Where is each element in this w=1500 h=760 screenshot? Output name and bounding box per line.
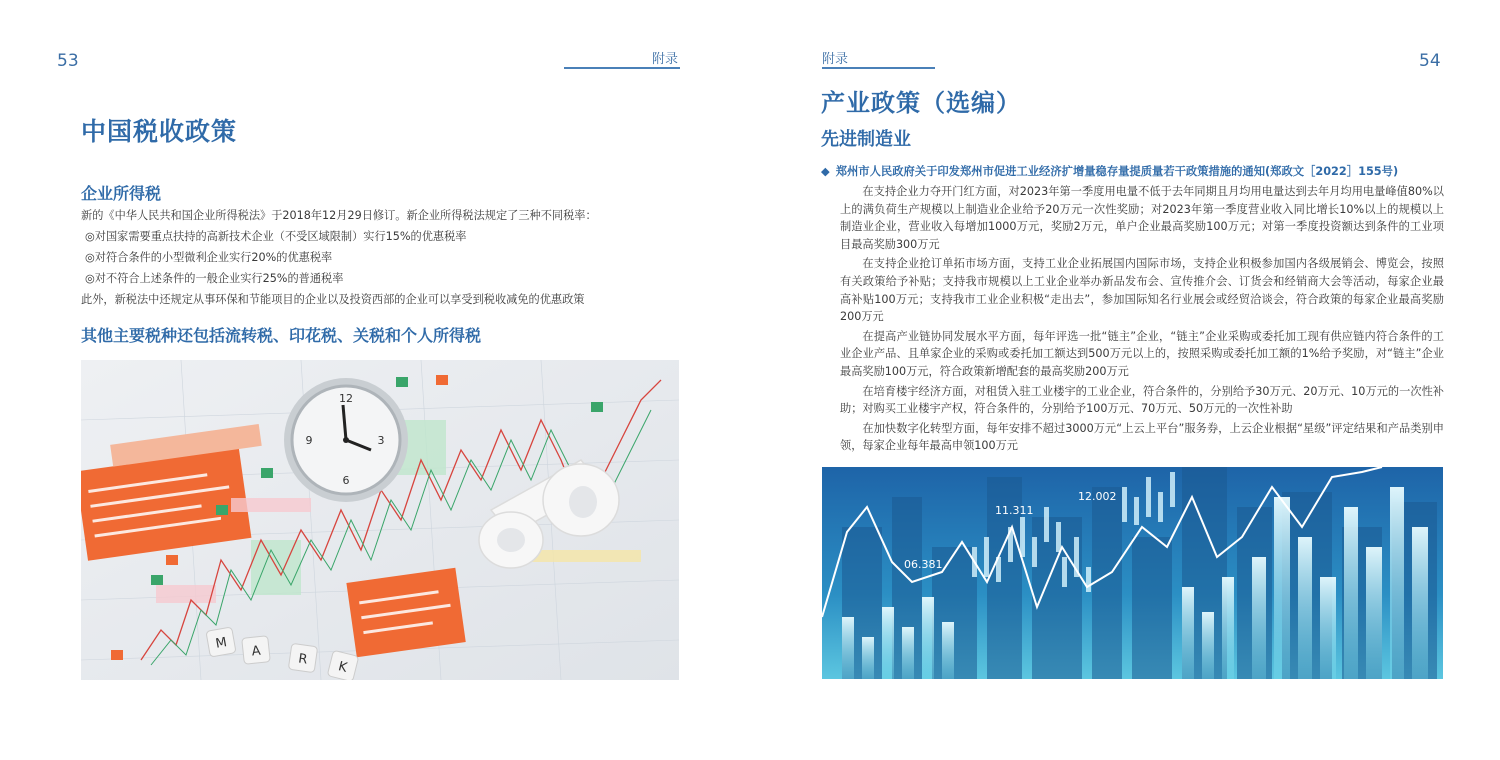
tax-bullet: ◎对符合条件的小型微利企业实行20%的优惠税率 — [85, 251, 333, 264]
diamond-bullet-icon: ◆ — [821, 165, 830, 178]
policy-paragraph: 在提高产业链协同发展水平方面，每年评选一批“链主”企业，“链主”企业采购或委托加工现有供应链内符合条件的工业企业产品、且单家企业的采购或委托加工额达到500万元以上的，按照采购或委托加工额的1%给予奖励，对“链主”企业最高奖励100万元，符合政策新增配套的最高奖励200万元 — [840, 329, 1444, 378]
svg-text:9: 9 — [305, 434, 313, 447]
tax-bullet: ◎对国家需要重点扶持的高新技术企业（不受区域限制）实行15%的优惠税率 — [85, 230, 467, 243]
policy-paragraph: 在培育楼宇经济方面，对租赁入驻工业楼宇的工业企业，符合条件的，分别给予30万元、20万元、10万元的一次性补助；对购买工业楼宇产权，符合条件的，分别给予100万元、70万元、50万元的一次性补助 — [840, 384, 1444, 416]
tax-body — [81, 205, 681, 310]
policy-paragraph: 在加快数字化转型方面，每年安排不超过3000万元“上云上平台”服务券，上云企业根据“星级”评定结果和产品类别申领，每家企业每年最高申领100万元 — [840, 421, 1444, 453]
tax-bullet: ◎对不符合上述条件的一般企业实行25%的普通税率 — [85, 272, 344, 285]
policy-paragraph: 在支持企业力夺开门红方面，对2023年第一季度用电量不低于去年同期且月均用电量达到去年月均用电量峰值80%以上的满负荷生产规模以上制造业企业给予20万元一次性奖励；对2023年第一季度营业收入同比增长10%以上的规模以上制造业企业，营业收入每增加1000万元，奖励2万元，单户企业最高奖励100万元；对第一季度投资额达到条件的工业项目最高奖励300万元 — [840, 185, 1444, 251]
svg-text:12: 12 — [339, 392, 353, 405]
policy-paragraph: 在支持企业抢订单拓市场方面，支持工业企业拓展国内国际市场，支持企业积极参加国内各级展销会、博览会，按照有关政策给予补贴；支持我市规模以上工业企业举办新品发布会、宣传推介会、订货会和经销商大会等活动，每家企业最高补贴100万元；支持我市工业企业积极“走出去”，参加国际知名行业展会或经贸洽谈会，符合政策的每家企业最高奖励200万元 — [840, 257, 1444, 324]
stock-chart-clock-photo — [81, 360, 679, 680]
letter-block: M — [214, 635, 229, 652]
right-section-label: 附录 — [822, 52, 849, 67]
page-title: 中国税收政策 — [81, 117, 238, 146]
chart-value-label: 06.381 — [904, 558, 943, 571]
city-finance-illustration — [822, 467, 1443, 679]
industrial-policy-title: 产业政策（选编） — [821, 89, 1021, 117]
city-finance-chart-photo — [822, 467, 1443, 679]
policy-notice-line — [821, 160, 1451, 179]
policy-notice-title: 郑州市人民政府关于印发郑州市促进工业经济扩增量稳存量提质量若干政策措施的通知(郑政文［2022］155号) — [835, 165, 1399, 178]
right-header-rule — [822, 67, 935, 69]
tax-intro: 新的《中华人民共和国企业所得税法》于2018年12月29日修订。新企业所得税法规定了三种不同税率： — [81, 209, 597, 222]
letter-block: R — [297, 651, 309, 668]
stock-chart-illustration — [81, 360, 679, 680]
policy-paragraphs — [840, 183, 1444, 457]
left-section-label: 附录 — [652, 52, 679, 67]
subtitle-corporate-tax: 企业所得税 — [81, 184, 162, 203]
svg-text:3: 3 — [377, 434, 385, 447]
subtitle-advanced-manufacturing: 先进制造业 — [821, 129, 911, 150]
tax-closing: 此外，新税法中还规定从事环保和节能项目的企业以及投资西部的企业可以享受到税收减免的优惠政策 — [81, 293, 585, 306]
left-page-number: 53 — [57, 51, 79, 71]
left-header-rule — [564, 67, 680, 69]
subtitle-other-taxes: 其他主要税种还包括流转税、印花税、关税和个人所得税 — [81, 326, 482, 345]
letter-block: K — [336, 659, 349, 676]
chart-value-label: 11.311 — [995, 504, 1034, 517]
right-page-number: 54 — [1419, 51, 1441, 71]
chart-value-label: 12.002 — [1078, 490, 1117, 503]
svg-text:6: 6 — [342, 474, 350, 487]
letter-block: A — [250, 643, 262, 660]
